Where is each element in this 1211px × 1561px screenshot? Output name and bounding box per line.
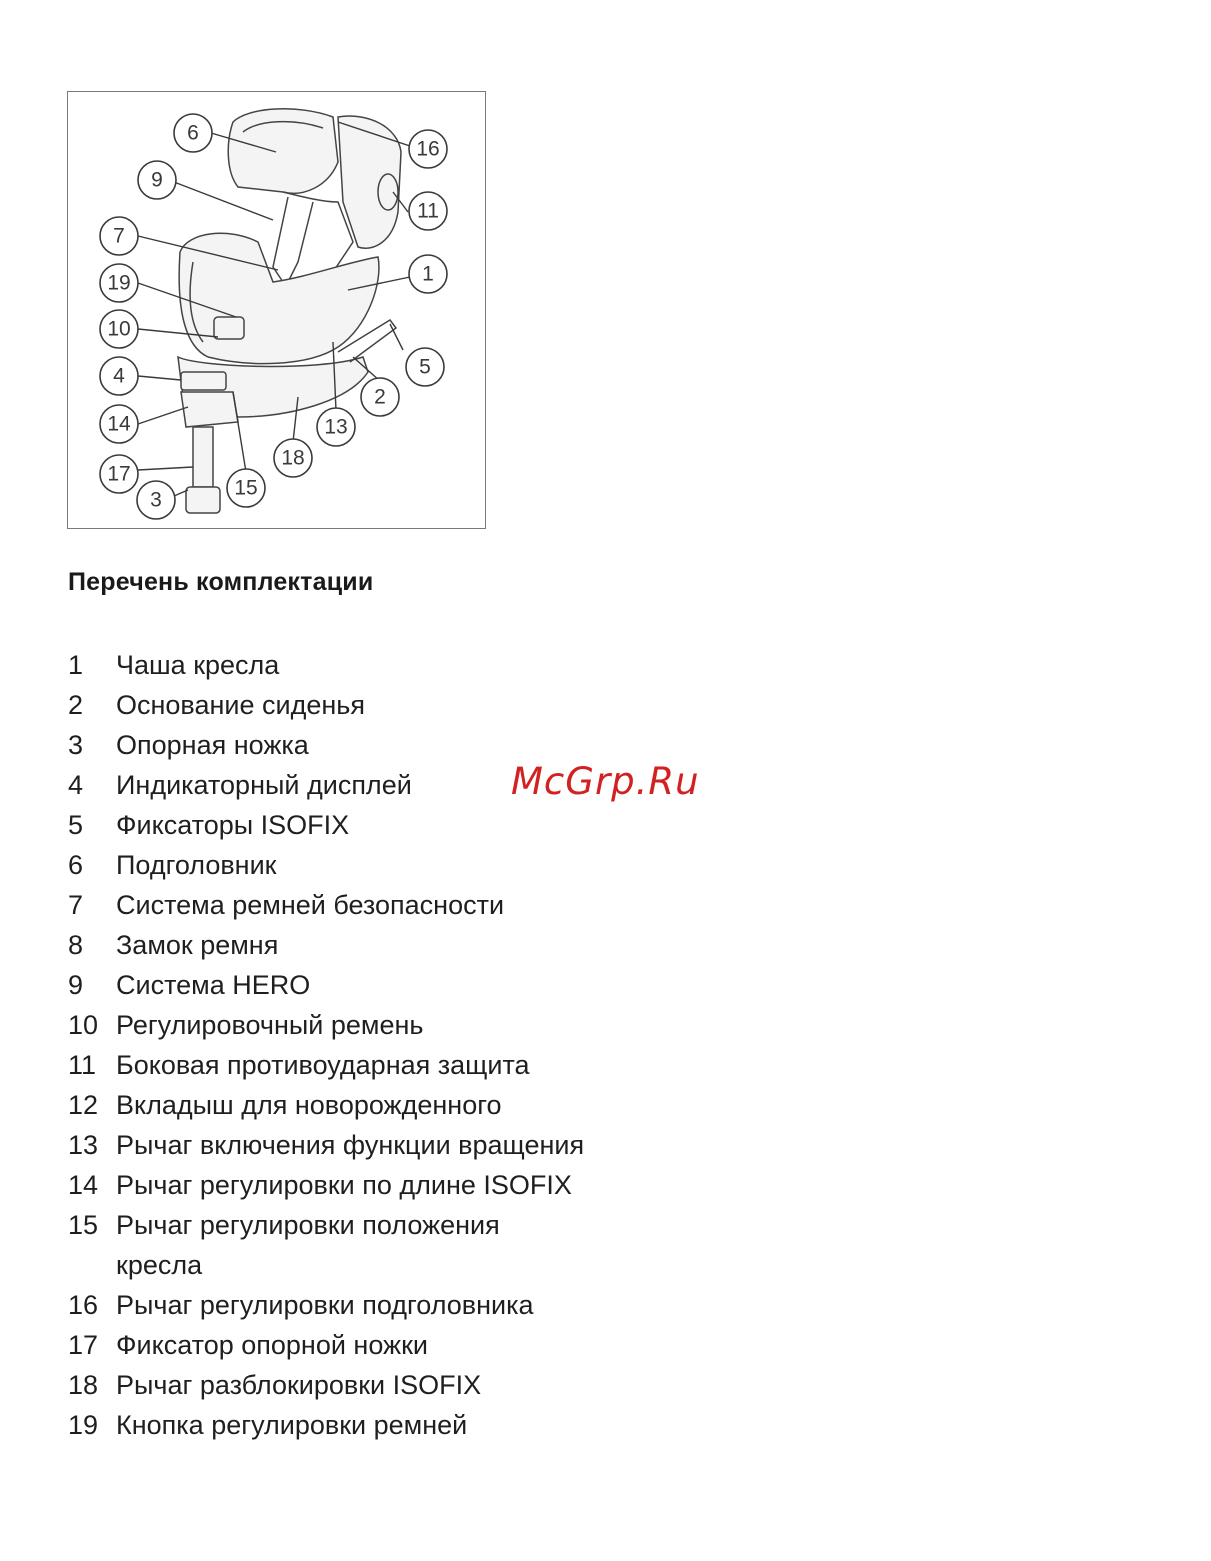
list-item [68,885,708,925]
list-item [68,965,708,1005]
item-label: Система HERO [116,970,311,1000]
svg-text:7: 7 [113,224,125,248]
callout-3 [137,481,175,519]
item-number: 19 [68,1410,99,1440]
item-label: Рычаг включения функции вращения [116,1130,585,1160]
item-number: 4 [68,770,84,800]
item-label: Рычаг разблокировки ISOFIX [116,1370,482,1400]
list-item [68,1325,708,1365]
callout-5 [406,348,444,386]
svg-text:15: 15 [234,476,258,500]
svg-text:17: 17 [107,462,131,486]
callout-17 [100,455,138,493]
item-number: 17 [68,1330,99,1360]
item-label: Опорная ножка [116,730,309,760]
svg-text:13: 13 [324,415,348,439]
svg-text:2: 2 [374,385,386,409]
item-label: Вкладыш для новорожденного [116,1090,502,1120]
svg-text:5: 5 [419,355,431,379]
callout-11 [409,192,447,230]
list-item [68,685,708,725]
car-seat-diagram [68,92,487,530]
item-label: Чаша кресла [116,650,280,680]
list-item [68,1365,708,1405]
item-number: 3 [68,730,84,760]
svg-text:1: 1 [422,262,434,286]
item-label: Кнопка регулировки ремней [116,1410,468,1440]
list-item [68,1285,708,1325]
item-number: 15 [68,1210,99,1240]
item-number: 16 [68,1290,99,1320]
svg-text:19: 19 [107,271,131,295]
item-label: Боковая противоударная защита [116,1050,530,1080]
item-number: 9 [68,970,84,1000]
item-number: 14 [68,1170,99,1200]
svg-text:3: 3 [150,488,162,512]
svg-text:10: 10 [107,317,131,341]
svg-text:9: 9 [151,168,163,192]
item-label: Рычаг регулировки по длине ISOFIX [116,1170,572,1200]
callout-19 [100,264,138,302]
item-number: 13 [68,1130,99,1160]
list-item [68,725,708,765]
list-item [68,845,708,885]
item-number: 1 [68,650,84,680]
callout-15 [227,469,265,507]
item-label: Рычаг регулировки положения кресла [116,1210,500,1280]
item-number: 5 [68,810,84,840]
list-item [68,645,708,685]
callout-1 [409,255,447,293]
callout-4 [100,357,138,395]
callout-10 [100,310,138,348]
callout-7 [100,217,138,255]
list-item [68,1085,708,1125]
callout-18 [274,439,312,477]
callout-6 [174,114,212,152]
item-number: 12 [68,1090,99,1120]
item-number: 8 [68,930,84,960]
list-item [68,925,708,965]
svg-text:18: 18 [281,446,305,470]
list-item [68,1045,708,1085]
list-item [68,1165,708,1205]
item-number: 7 [68,890,84,920]
list-item [68,1205,708,1285]
callout-16 [409,130,447,168]
item-number: 10 [68,1010,99,1040]
svg-text:11: 11 [417,199,439,223]
list-item [68,1405,708,1445]
item-label: Фиксаторы ISOFIX [116,810,350,840]
item-label: Система ремней безопасности [116,890,505,920]
item-number: 18 [68,1370,99,1400]
item-number: 2 [68,690,84,720]
callout-9 [138,161,176,199]
callout-14 [100,405,138,443]
callout-13 [317,408,355,446]
svg-text:4: 4 [113,364,125,388]
list-item [68,1125,708,1165]
list-item [68,805,708,845]
item-label: Рычаг регулировки подголовника [116,1290,534,1320]
item-label: Основание сиденья [116,690,365,720]
svg-text:6: 6 [187,121,199,145]
callout-2 [361,378,399,416]
item-label: Подголовник [116,850,277,880]
item-label: Фиксатор опорной ножки [116,1330,429,1360]
item-number: 11 [68,1050,97,1080]
item-number: 6 [68,850,84,880]
item-label: Замок ремня [116,930,279,960]
watermark: McGrp.Ru [511,760,700,803]
section-title: Перечень комплектации [68,568,374,596]
car-seat-illustration [67,91,486,529]
item-label: Индикаторный дисплей [116,770,412,800]
item-label: Регулировочный ремень [116,1010,424,1040]
svg-text:16: 16 [416,137,440,161]
svg-text:14: 14 [107,412,131,436]
list-item [68,1005,708,1045]
